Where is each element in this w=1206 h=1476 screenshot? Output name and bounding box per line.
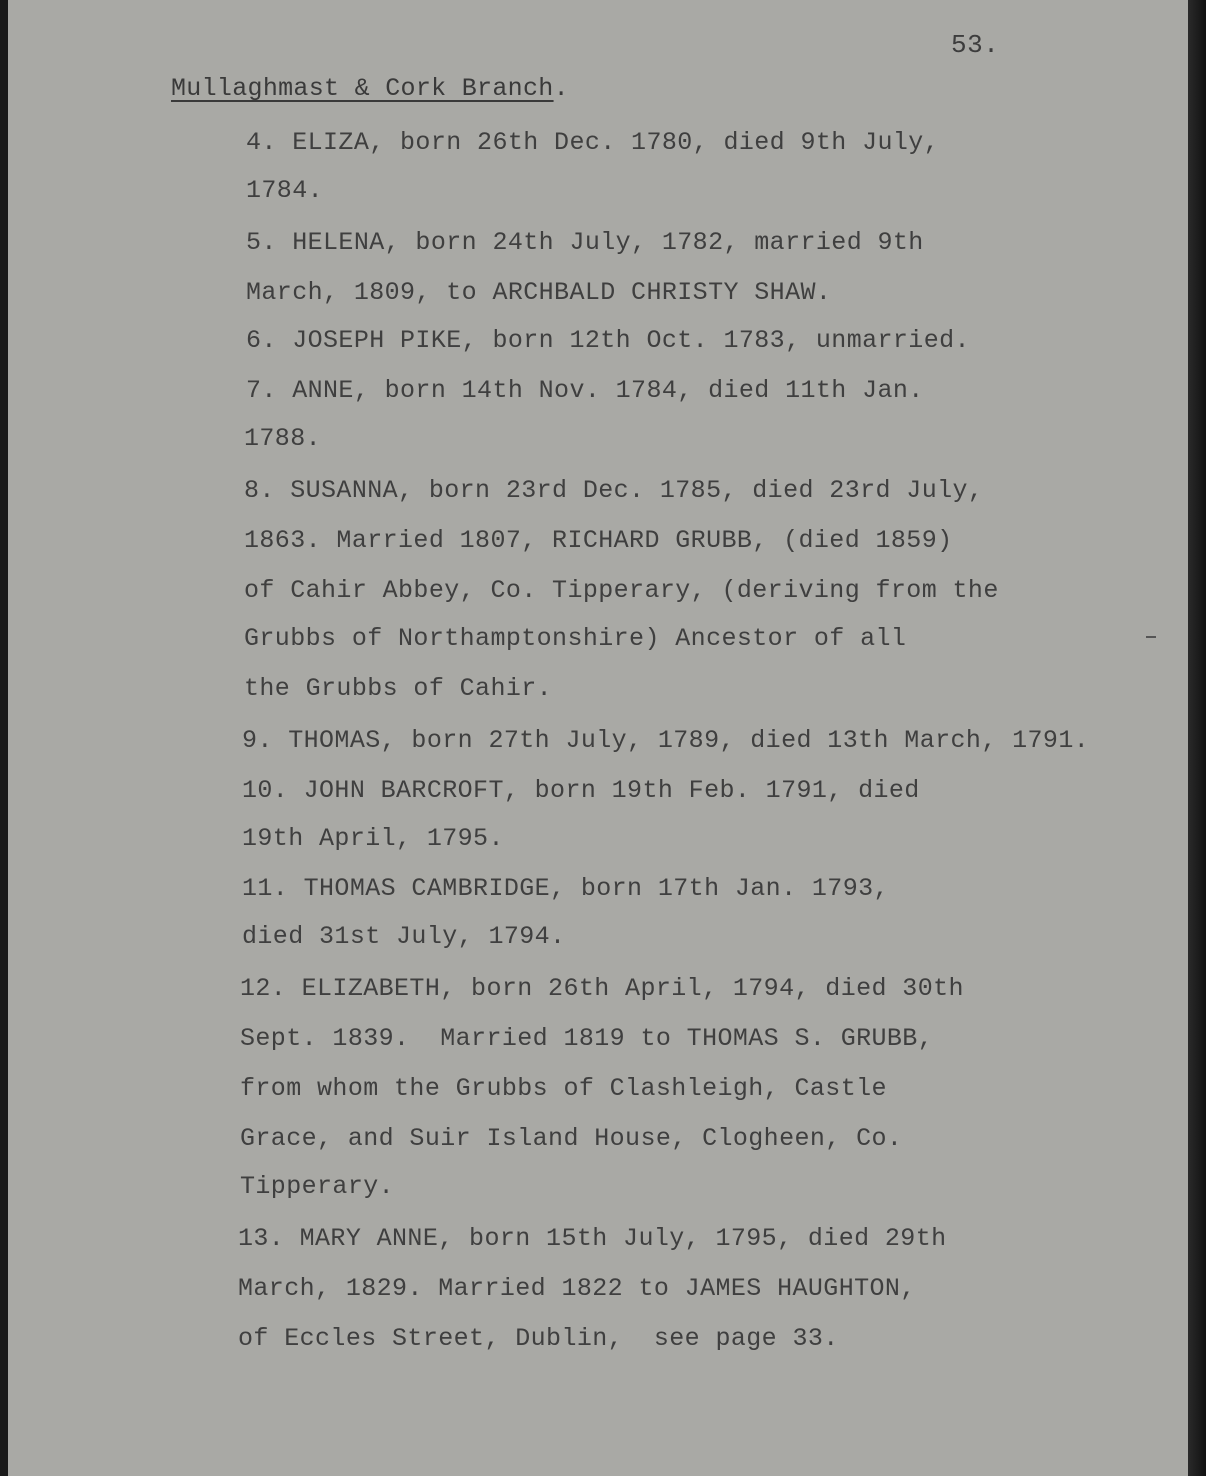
text-line: 11. THOMAS CAMBRIDGE, born 17th Jan. 1793, [242,874,889,903]
page-number: 53. [951,30,1000,60]
section-heading [171,74,569,103]
text-line: the Grubbs of Cahir. [244,674,553,703]
text-line: 7. ANNE, born 14th Nov. 1784, died 11th Jan. [246,376,924,405]
text-line: 19th April, 1795. [242,824,504,853]
text-line: 8. SUSANNA, born 23rd Dec. 1785, died 23rd July, [244,476,984,505]
text-line: 13. MARY ANNE, born 15th July, 1795, died 29th [238,1224,947,1253]
text-line: 1863. Married 1807, RICHARD GRUBB, (died 1859) [244,526,953,555]
text-line: 1784. [246,176,324,205]
text-line: of Eccles Street, Dublin, see page 33. [238,1324,839,1353]
text-line: Grace, and Suir Island House, Clogheen, Co. [240,1124,903,1153]
text-line: March, 1829. Married 1822 to JAMES HAUGHTON, [238,1274,916,1303]
text-line: Grubbs of Northamptonshire) Ancestor of all [244,624,907,653]
text-line: 4. ELIZA, born 26th Dec. 1780, died 9th July, [246,128,940,157]
text-line: from whom the Grubbs of Clashleigh, Castle [240,1074,887,1103]
text-line: 5. HELENA, born 24th July, 1782, married 9th [246,228,924,257]
text-line: of Cahir Abbey, Co. Tipperary, (deriving from the [244,576,999,605]
text-line: 1788. [244,424,322,453]
scan-edge [1188,0,1206,1476]
text-line: 6. JOSEPH PIKE, born 12th Oct. 1783, unmarried. [246,326,970,355]
text-line: March, 1809, to ARCHBALD CHRISTY SHAW. [246,278,832,307]
text-line: Sept. 1839. Married 1819 to THOMAS S. GRUBB, [240,1024,934,1053]
stray-mark [1146,636,1156,638]
text-line: Tipperary. [240,1172,395,1201]
text-line: 9. THOMAS, born 27th July, 1789, died 13th March, 1791. [242,726,1090,755]
document-page [8,0,1188,1476]
text-line: 10. JOHN BARCROFT, born 19th Feb. 1791, died [242,776,920,805]
text-line: died 31st July, 1794. [242,922,566,951]
section-heading-text: Mullaghmast & Cork Branch [171,74,554,103]
section-heading-period: . [553,74,569,103]
text-line: 12. ELIZABETH, born 26th April, 1794, died 30th [240,974,964,1003]
